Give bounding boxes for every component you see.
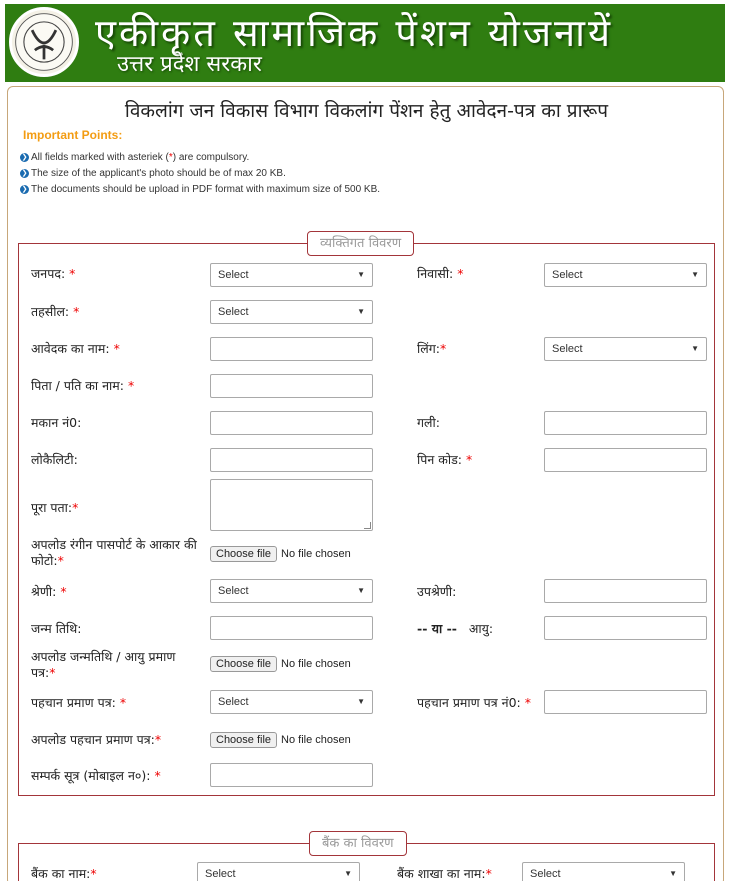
id-proof-file-input[interactable] [210, 732, 351, 748]
note-item: ❯ The documents should be upload in PDF format with maximum size of 500 KB. [21, 184, 381, 195]
applicant-name-input[interactable] [210, 337, 373, 361]
up-government-emblem-icon [9, 7, 79, 77]
choose-file-button[interactable]: Choose file [210, 546, 277, 562]
bank-name-label: बैंक का नाम:* [31, 866, 97, 881]
or-separator: -- या -- आयु: [417, 621, 494, 636]
personal-details-legend: व्यक्तिगत विवरण [307, 231, 414, 256]
form-title: विकलांग जन विकास विभाग विकलांग पेंशन हेतु आवेदन-पत्र का प्रारूप [124, 100, 609, 122]
dropdown-arrow-icon: ▼ [357, 586, 365, 595]
choose-file-button[interactable]: Choose file [210, 656, 277, 672]
locality-label: लोकैलिटी: [31, 452, 78, 467]
id-proof-select[interactable]: Select ▼ [210, 690, 373, 714]
dropdown-arrow-icon: ▼ [691, 270, 699, 279]
id-number-input[interactable] [544, 690, 707, 714]
file-status: No file chosen [281, 734, 351, 746]
tehsil-label: तहसील: * [31, 304, 80, 319]
locality-input[interactable] [210, 448, 373, 472]
house-number-input[interactable] [210, 411, 373, 435]
house-number-label: मकान नं0: [31, 415, 82, 430]
pincode-input[interactable] [544, 448, 707, 472]
branch-name-label: बैंक शाखा का नाम:* [397, 866, 492, 881]
portal-subtitle: उत्तर प्रदेश सरकार [117, 52, 262, 77]
dropdown-arrow-icon: ▼ [691, 344, 699, 353]
dob-proof-label: अपलोड जन्मतिथि / आयु प्रमाण पत्र:* [31, 649, 176, 680]
dob-input[interactable] [210, 616, 373, 640]
district-label: जनपद: * [31, 266, 76, 281]
category-label: श्रेणी: * [31, 584, 67, 599]
address-label: पूरा पता:* [31, 500, 79, 515]
note-item: ❯ The size of the applicant's photo should be of max 20 KB. [21, 168, 286, 179]
street-label: गली: [417, 415, 440, 430]
file-status: No file chosen [281, 548, 351, 560]
resize-grip-icon[interactable] [364, 522, 371, 529]
dob-label: जन्म तिथि: [31, 621, 82, 636]
district-select[interactable]: Select ▼ [210, 263, 373, 287]
age-label: आयु: [468, 621, 494, 636]
arrow-bullet-icon: ❯ [21, 170, 28, 177]
choose-file-button[interactable]: Choose file [210, 732, 277, 748]
bank-details-legend: बैंक का विवरण [309, 831, 407, 856]
pincode-label: पिन कोड: * [417, 452, 473, 467]
id-upload-label: अपलोड पहचान प्रमाण पत्र:* [31, 732, 162, 747]
dropdown-arrow-icon: ▼ [357, 307, 365, 316]
branch-name-select[interactable]: Select ▼ [522, 862, 685, 881]
category-select[interactable]: Select ▼ [210, 579, 373, 603]
arrow-bullet-icon: ❯ [21, 154, 28, 161]
address-textarea[interactable] [210, 479, 373, 531]
arrow-bullet-icon: ❯ [21, 186, 28, 193]
subcategory-input[interactable] [544, 579, 707, 603]
residence-label: निवासी: * [417, 266, 464, 281]
age-input[interactable] [544, 616, 707, 640]
street-input[interactable] [544, 411, 707, 435]
note-item: ❯ All fields marked with asteriek ( * ) are compulsory. [21, 152, 250, 163]
dob-proof-file-input[interactable] [210, 656, 351, 672]
gender-select[interactable]: Select ▼ [544, 337, 707, 361]
header-banner [5, 4, 725, 82]
bank-details-section [18, 836, 715, 881]
dropdown-arrow-icon: ▼ [344, 869, 352, 878]
bank-name-select[interactable]: Select ▼ [197, 862, 360, 881]
tehsil-select[interactable]: Select ▼ [210, 300, 373, 324]
mobile-input[interactable] [210, 763, 373, 787]
mobile-label: सम्पर्क सूत्र (मोबाइल न०): * [31, 768, 161, 783]
photo-file-input[interactable] [210, 546, 351, 562]
important-points-title: Important Points: [23, 128, 123, 142]
dropdown-arrow-icon: ▼ [357, 697, 365, 706]
father-name-label: पिता / पति का नाम: * [31, 378, 135, 393]
gender-label: लिंग:* [417, 341, 447, 356]
id-proof-label: पहचान प्रमाण पत्र: * [31, 695, 127, 710]
photo-upload-label: अपलोड रंगीन पासपोर्ट के आकार की फोटो:* [31, 537, 197, 568]
dropdown-arrow-icon: ▼ [669, 869, 677, 878]
id-number-label: पहचान प्रमाण पत्र नं0: * [417, 695, 531, 710]
file-status: No file chosen [281, 658, 351, 670]
applicant-name-label: आवेदक का नाम: * [31, 341, 120, 356]
dropdown-arrow-icon: ▼ [357, 270, 365, 279]
subcategory-label: उपश्रेणी: [417, 584, 457, 599]
personal-details-section [18, 236, 715, 796]
portal-title: एकीकृत सामाजिक पेंशन योजनायें [95, 11, 614, 55]
father-name-input[interactable] [210, 374, 373, 398]
residence-select[interactable]: Select ▼ [544, 263, 707, 287]
